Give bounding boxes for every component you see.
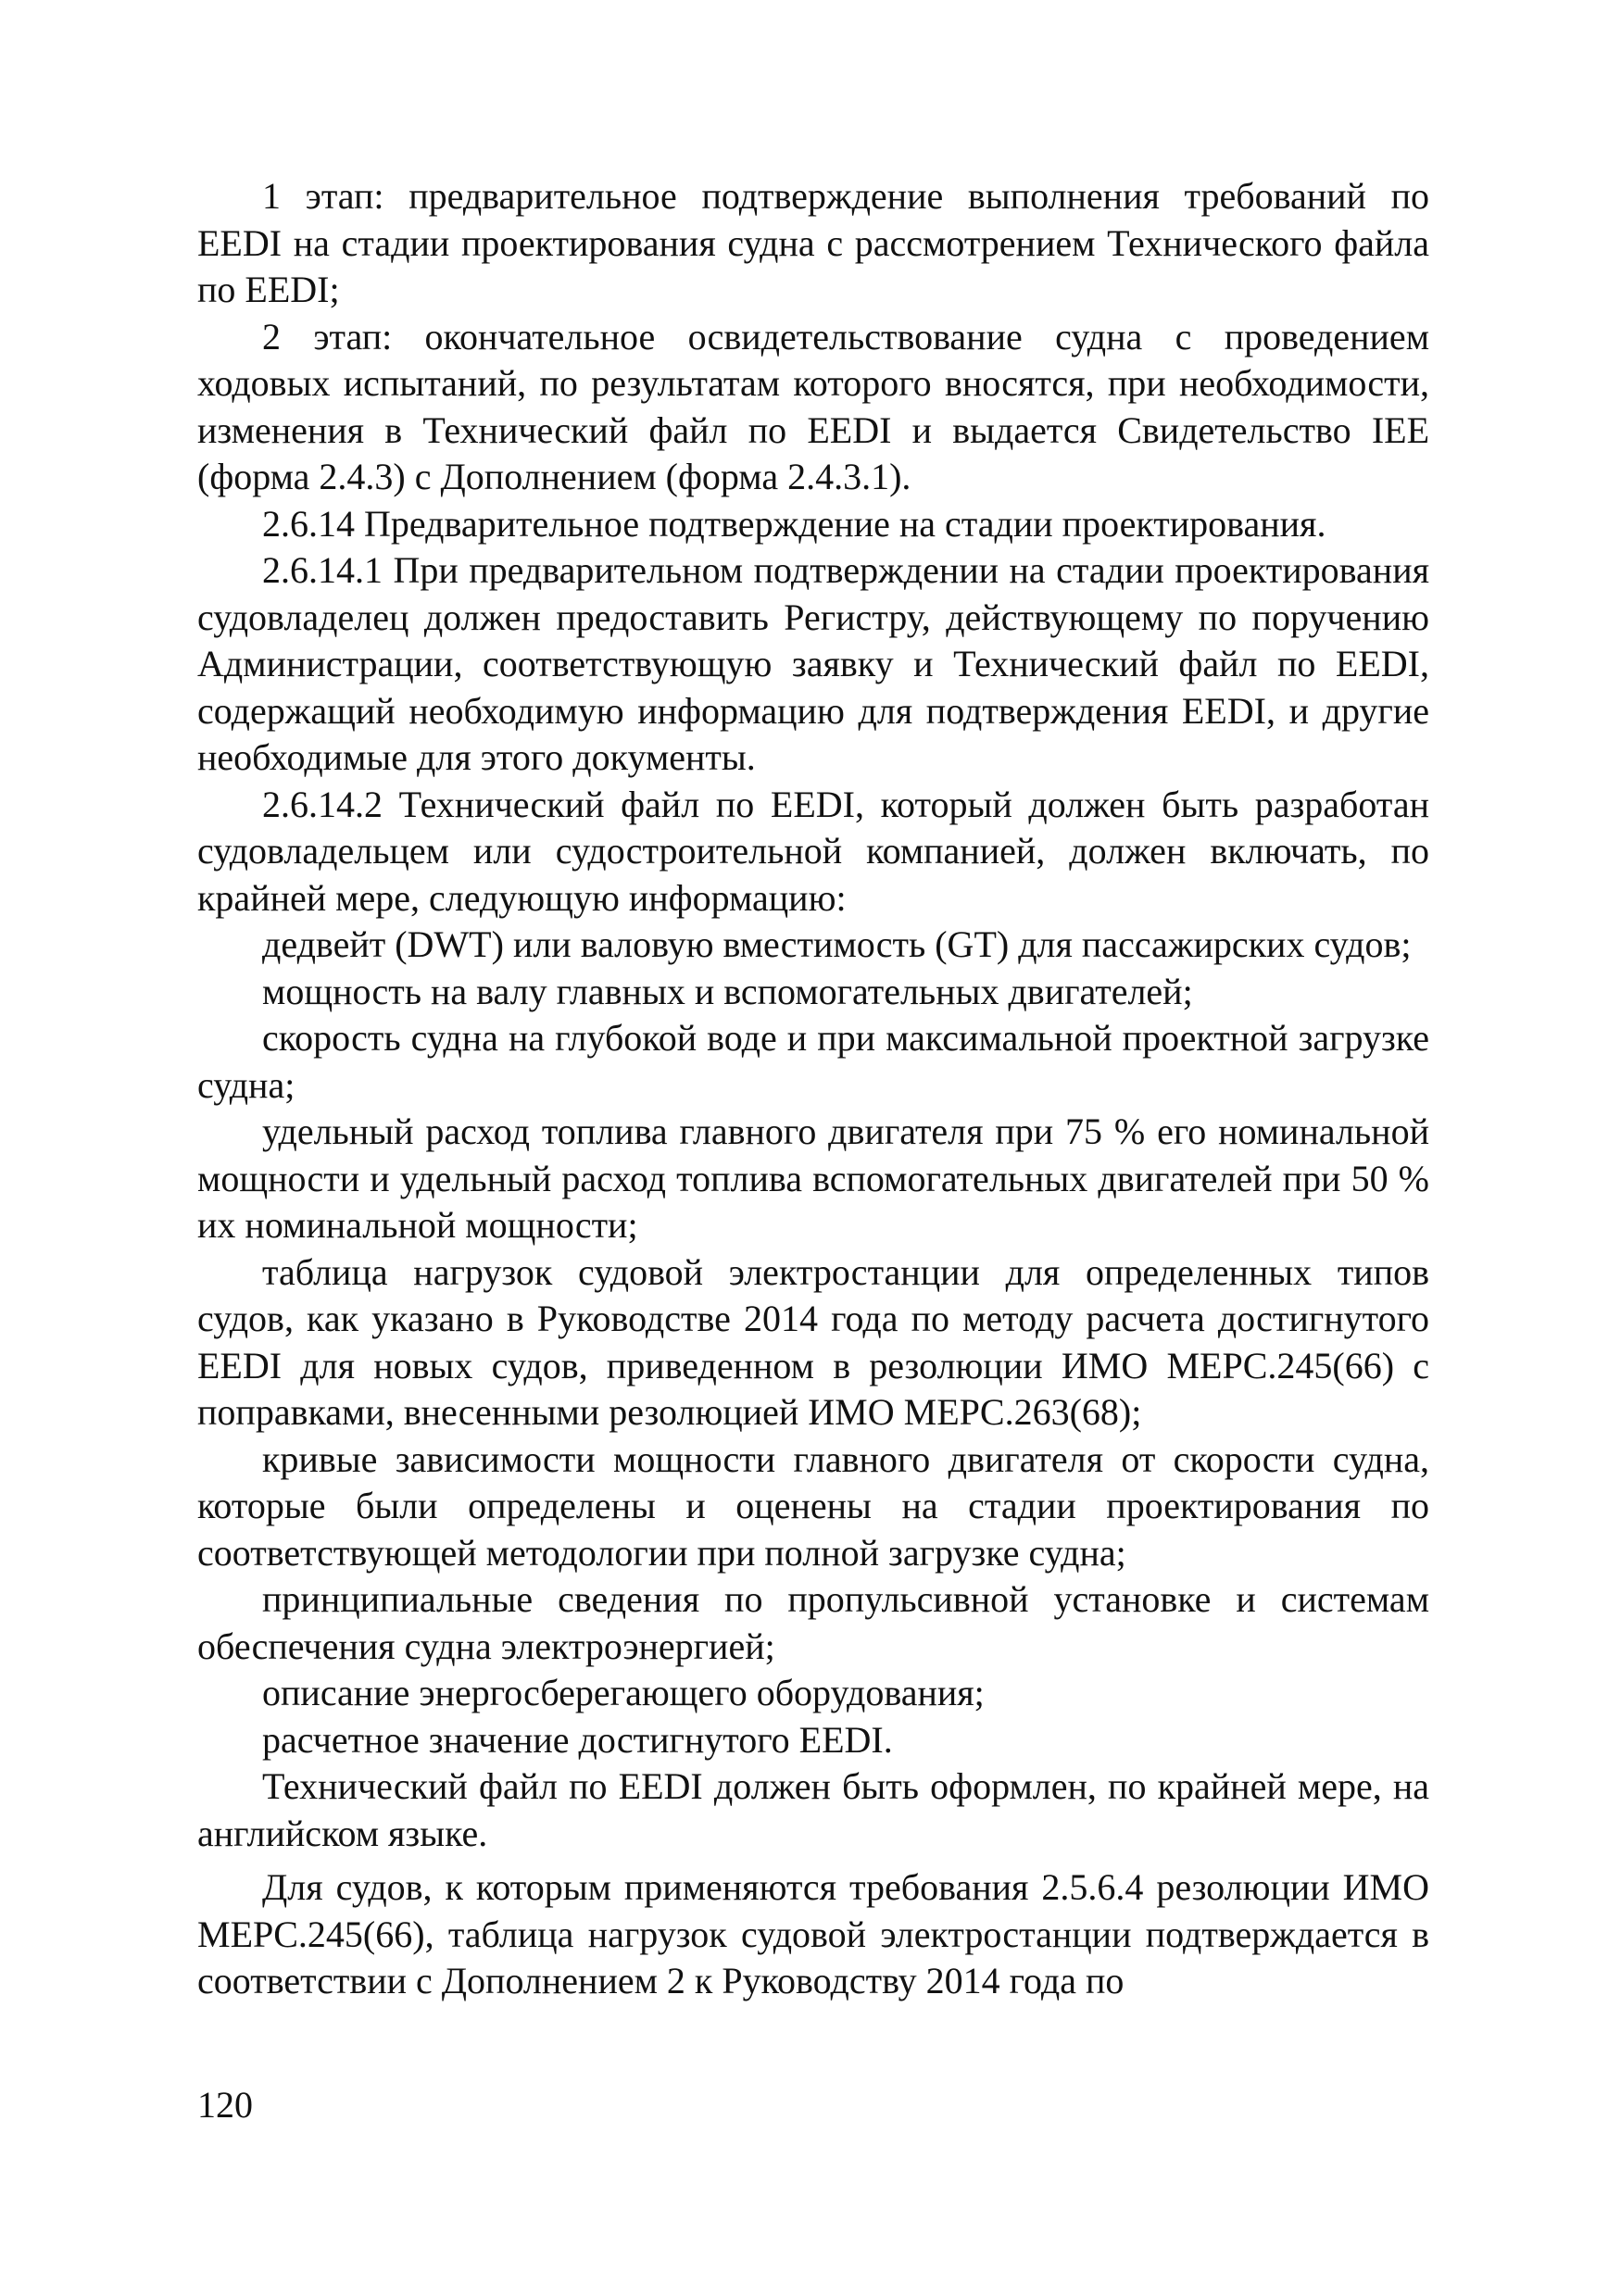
- list-item-propulsion-info: принципиальные сведения по пропульсивной установке и системам обеспечения судна электроэнергией;: [197, 1578, 1429, 1667]
- page-number: 120: [197, 2084, 253, 2126]
- paragraph-2-6-14-2: 2.6.14.2 Технический файл по EEDI, который должен быть разработан судовладельцем или судостроительной компанией, должен включать, по крайней мере, следующую информацию:: [197, 783, 1429, 919]
- paragraph-stage-1: 1 этап: предварительное подтверждение выполнения требований по EEDI на стадии проектирования судна с рассмотрением Технического файла по EEDI;: [197, 175, 1429, 310]
- paragraph-mepc-requirements: Для судов, к которым применяются требования 2.5.6.4 резолюции ИМО MEPC.245(66), таблица нагрузок судовой электростанции подтверждается в соответствии с Дополнением 2 к Руководству 2014 года по: [197, 1866, 1429, 2001]
- list-item-energy-saving: описание энергосберегающего оборудования;: [262, 1672, 985, 1713]
- list-item-attained-eedi: расчетное значение достигнутого EEDI.: [262, 1718, 893, 1761]
- paragraph-stage-2: 2 этап: окончательное освидетельствование судна с проведением ходовых испытаний, по результатам которого вносятся, при необходимости, изменения в Технический файл по EEDI и выдается Свидетельство IEE (форма 2.4.3) с Дополнением (форма 2.4.3.1).: [197, 315, 1429, 497]
- list-item-deadweight: дедвейт (DWT) или валовую вместимость (GT) для пассажирских судов;: [262, 923, 1412, 965]
- body-text: [197, 173, 1429, 2005]
- section-heading-2-6-14: [197, 501, 1429, 548]
- section-number: 2.6.14: [262, 502, 364, 545]
- list-item-speed: скорость судна на глубокой воде и при максимальной проектной загрузке судна;: [197, 1017, 1429, 1106]
- list-item-shaft-power: мощность на валу главных и вспомогательных двигателей;: [262, 970, 1193, 1012]
- list-item-fuel-consumption: удельный расход топлива главного двигателя при 75 % его номинальной мощности и удельный расход топлива вспомогательных двигателей при 50 % их номинальной мощности;: [197, 1110, 1429, 1246]
- paragraph-2-6-14-1: 2.6.14.1 При предварительном подтверждении на стадии проектирования судовладелец должен предоставить Регистру, действующему по поручению Администрации, соответствующую заявку и Технический файл по EEDI, содержащий необходимую информацию для подтверждения EEDI, и другие необходимые для этого документы.: [197, 549, 1429, 778]
- list-item-electric-load-table: таблица нагрузок судовой электростанции для определенных типов судов, как указано в Руководстве 2014 года по методу расчета достигнутого EEDI для новых судов, приведенном в резолюции ИМО MEPC.245(66) с поправками, внесенными резолюцией ИМО MEPC.263(68);: [197, 1250, 1429, 1433]
- paragraph-language: Технический файл по EEDI должен быть оформлен, по крайней мере, на английском языке.: [197, 1765, 1429, 1854]
- section-heading-text: Предварительное подтверждение на стадии проектирования.: [364, 502, 1326, 545]
- list-item-power-curves: кривые зависимости мощности главного двигателя от скорости судна, которые были определены и оценены на стадии проектирования по соответствующей методологии при полной загрузке судна;: [197, 1437, 1429, 1574]
